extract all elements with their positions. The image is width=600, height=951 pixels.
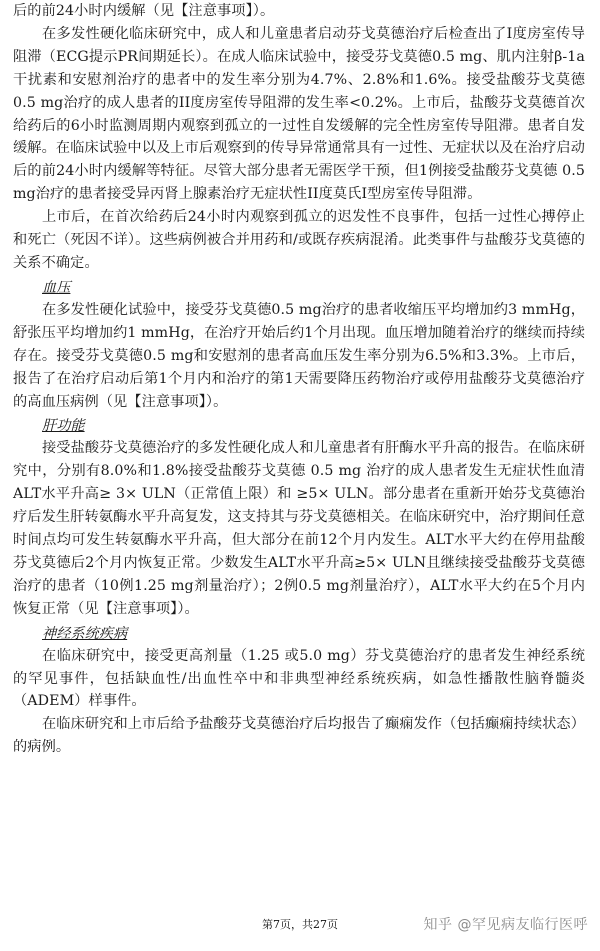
section-heading-blood-pressure: 血压 xyxy=(42,279,71,296)
section-heading-nervous-system: 神经系统疾病 xyxy=(42,625,128,642)
paragraph-continuation: 后的前24小时内缓解（见【注意事项】）。 xyxy=(13,3,275,19)
page-number: 第7页，共27页 xyxy=(262,918,338,931)
document-body xyxy=(13,0,585,759)
zhihu-watermark: 知乎 @罕见病友临行医呼 xyxy=(423,917,588,933)
paragraph-postmarketing-events: 上市后，在首次给药后24小时内观察到孤立的迟发性不良事件，包括一过性心搏停止和死亡（死因不详）。这些病例被合并用药和/或既存疾病混淆。此类事件与盐酸芬戈莫德的关系不确定。 xyxy=(13,209,585,271)
paragraph-seizures: 在临床研究和上市后给予盐酸芬戈莫德治疗后均报告了癫痫发作（包括癫痫持续状态）的病例。 xyxy=(13,716,585,756)
section-heading-liver-function: 肝功能 xyxy=(42,418,85,435)
paragraph-liver-function: 接受盐酸芬戈莫德治疗的多发性硬化成人和儿童患者有肝酶水平升高的报告。在临床研究中，分别有8.0%和1.8%接受盐酸芬戈莫德 0.5 mg 治疗的成人患者发生无症状性血清ALT水平升高≥ 3× ULN（正常值上限）和 ≥5× ULN。部分患者在重新开始芬戈莫德治疗后发生肝转氨酶水平升高复发，这支持其与芬戈莫德相关。在临床研究中，治疗期间任意时间点均可发生转氨酶水平升高，但大部分在前12个月内发生。ALT水平大约在停用盐酸芬戈莫德后2个月内恢复正常。少数发生ALT水平升高≥5× ULN且继续接受盐酸芬戈莫德治疗的患者（10例1.25 mg剂量治疗）；2例0.5 mg剂量治疗），ALT水平大约在5个月内恢复正常（见【注意事项】）。 xyxy=(13,440,585,617)
paragraph-blood-pressure: 在多发性硬化试验中，接受芬戈莫德0.5 mg治疗的患者收缩压平均增加约3 mmHg，舒张压平均增加约1 mmHg，在治疗开始后约1个月出现。血压增加随着治疗的继续而持续存在。接受芬戈莫德0.5 mg和安慰剂的患者高血压发生率分别为6.5%和3.3%。上市后，报告了在治疗启动后第1个月内和治疗的第1天需要降压药物治疗或停用盐酸芬戈莫德治疗的高血压病例（见【注意事项】）。 xyxy=(13,301,585,410)
paragraph-av-block: 在多发性硬化临床研究中，成人和儿童患者启动芬戈莫德治疗后检查出了I度房室传导阻滞（ECG提示PR间期延长）。在成人临床试验中，接受芬戈莫德0.5 mg、肌内注射β-1a干扰素和安慰剂治疗的患者中的发生率分别为4.7%、2.8%和1.6%。接受盐酸芬戈莫德 0.5 mg治疗的成人患者的II度房室传导阻滞的发生率<0.2%。上市后，盐酸芬戈莫德首次给药后的6小时监测周期内观察到孤立的一过性自发缓解的完全性房室传导阻滞。患者自发缓解。在临床试验中以及上市后观察到的传导异常通常具有一过性、无症状以及在治疗启动后的前24小时内缓解等特征。尽管大部分患者无需医学干预，但1例接受盐酸芬戈莫德 0.5 mg治疗的患者接受异丙肾上腺素治疗无症状性II度莫氏I型房室传导阻滞。 xyxy=(13,25,585,203)
paragraph-nervous-system: 在临床研究中，接受更高剂量（1.25 或5.0 mg）芬戈莫德治疗的患者发生神经系统的罕见事件，包括缺血性/出血性卒中和非典型神经系统疾病，如急性播散性脑脊髓炎（ADEM）样事件。 xyxy=(13,647,585,710)
page-footer xyxy=(0,913,600,937)
